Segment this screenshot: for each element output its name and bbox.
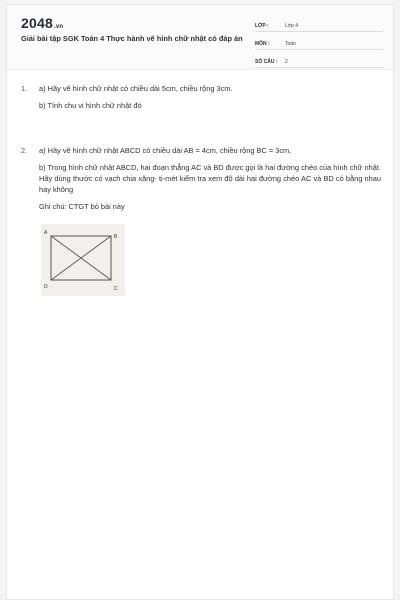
question-1 xyxy=(21,83,381,117)
question-part: a) Hãy vẽ hình chữ nhật ABCD có chiều dài AB = 4cm, chiều rộng BC = 3cm. xyxy=(39,146,292,155)
question-number: 2. xyxy=(21,146,28,155)
meta-row-question-count xyxy=(255,53,383,68)
question-body xyxy=(39,145,381,296)
question-part: b) Tính chu vi hình chữ nhật đó xyxy=(39,101,142,110)
rectangle-diagram xyxy=(41,224,125,296)
meta-row-subject xyxy=(255,35,383,50)
document-content xyxy=(21,83,381,296)
rectangle-abcd-figure xyxy=(41,224,125,296)
document-page xyxy=(6,4,394,600)
question-2 xyxy=(21,145,381,296)
question-body xyxy=(39,83,381,117)
question-number: 1. xyxy=(21,84,28,93)
meta-label-grade: LỚP : xyxy=(255,23,269,29)
meta-value-subject: Toán xyxy=(285,41,296,47)
document-title: Giải bài tập SGK Toán 4 Thực hành vẽ hình chữ nhật có đáp án xyxy=(21,34,243,43)
vertex-label-a: A xyxy=(44,230,48,236)
meta-info xyxy=(255,17,383,71)
meta-row-grade xyxy=(255,17,383,32)
vertex-label-b: B xyxy=(114,234,118,240)
logo-text: 2048 xyxy=(21,15,53,31)
question-part: a) Hãy vẽ hình chữ nhật có chiều dài 5cm, chiều rộng 3cm. xyxy=(39,84,233,93)
meta-label-subject: MÔN : xyxy=(255,41,270,47)
vertex-label-d: D xyxy=(44,284,48,290)
vertex-label-c: C xyxy=(114,286,118,292)
meta-value-question-count: 2 xyxy=(285,59,288,65)
logo-tld: .vn xyxy=(53,24,64,30)
meta-value-grade: Lớp 4 xyxy=(285,23,299,29)
question-note: Ghi chú: CTGT bỏ bài này xyxy=(39,202,125,211)
document-header xyxy=(7,5,393,70)
question-part: b) Trong hình chữ nhật ABCD, hai đoạn thẳng AC và BD được gọi là hai đường chéo của hình chữ nhật. Hãy dùng thước có vạch chia xăng- ti-mét kiểm tra xem độ dài hai đường chéo AC và BD có bằng nhau hay không xyxy=(39,163,381,194)
meta-label-question-count: SỐ CÂU : xyxy=(255,59,278,65)
site-logo[interactable] xyxy=(21,15,63,31)
